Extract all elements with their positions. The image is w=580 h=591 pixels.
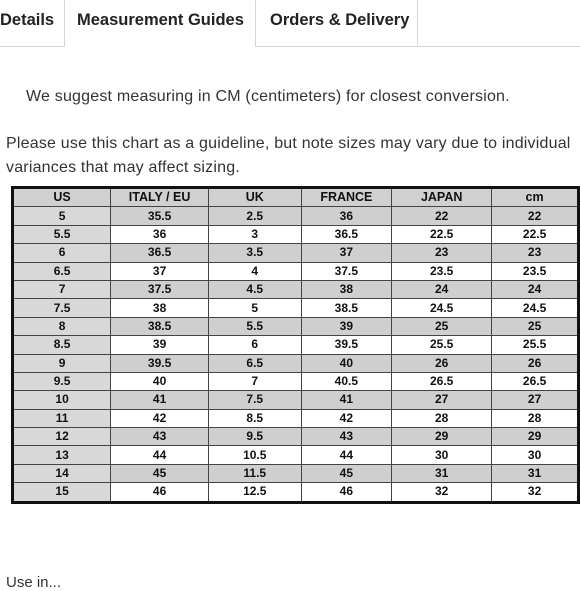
table-row bbox=[13, 299, 579, 317]
cell-italy-eu: 44 bbox=[111, 446, 209, 464]
cell-france: 36 bbox=[301, 207, 392, 225]
cell-us: 5 bbox=[13, 207, 111, 225]
cell-cm: 28 bbox=[492, 409, 579, 427]
table-row bbox=[13, 483, 579, 502]
cell-us: 14 bbox=[13, 464, 111, 482]
cell-japan: 23 bbox=[392, 244, 492, 262]
cell-cm: 24.5 bbox=[492, 299, 579, 317]
table-row bbox=[13, 354, 579, 372]
tab-bar bbox=[0, 0, 580, 47]
table-row bbox=[13, 409, 579, 427]
header-italy-eu: ITALY / EU bbox=[111, 188, 209, 207]
cell-france: 45 bbox=[301, 464, 392, 482]
cell-us: 8 bbox=[13, 317, 111, 335]
cell-uk: 3 bbox=[208, 225, 301, 243]
table-row bbox=[13, 428, 579, 446]
cell-us: 6 bbox=[13, 244, 111, 262]
cell-italy-eu: 45 bbox=[111, 464, 209, 482]
cell-france: 41 bbox=[301, 391, 392, 409]
header-cm: cm bbox=[492, 188, 579, 207]
cell-uk: 3.5 bbox=[208, 244, 301, 262]
cell-us: 13 bbox=[13, 446, 111, 464]
cell-japan: 25.5 bbox=[392, 336, 492, 354]
cell-uk: 5.5 bbox=[208, 317, 301, 335]
cell-japan: 23.5 bbox=[392, 262, 492, 280]
cell-uk: 2.5 bbox=[208, 207, 301, 225]
cell-uk: 6.5 bbox=[208, 354, 301, 372]
tab-measurement-guides[interactable]: Measurement Guides bbox=[65, 0, 256, 47]
cell-cm: 29 bbox=[492, 428, 579, 446]
cell-us: 9 bbox=[13, 354, 111, 372]
header-japan: JAPAN bbox=[392, 188, 492, 207]
table-row bbox=[13, 317, 579, 335]
cell-japan: 26.5 bbox=[392, 372, 492, 390]
cell-france: 36.5 bbox=[301, 225, 392, 243]
size-table-body bbox=[13, 207, 579, 502]
table-row bbox=[13, 464, 579, 482]
cell-italy-eu: 39.5 bbox=[111, 354, 209, 372]
table-row bbox=[13, 446, 579, 464]
cell-uk: 4 bbox=[208, 262, 301, 280]
cell-cm: 30 bbox=[492, 446, 579, 464]
cell-us: 11 bbox=[13, 409, 111, 427]
cell-italy-eu: 41 bbox=[111, 391, 209, 409]
cell-us: 9.5 bbox=[13, 372, 111, 390]
next-section-heading: Use in... bbox=[6, 574, 62, 591]
cell-us: 7 bbox=[13, 280, 111, 298]
table-row bbox=[13, 372, 579, 390]
cell-cm: 23.5 bbox=[492, 262, 579, 280]
cell-uk: 7.5 bbox=[208, 391, 301, 409]
header-france: FRANCE bbox=[301, 188, 392, 207]
cell-italy-eu: 38 bbox=[111, 299, 209, 317]
table-row bbox=[13, 262, 579, 280]
cell-france: 38.5 bbox=[301, 299, 392, 317]
cell-japan: 22.5 bbox=[392, 225, 492, 243]
cell-us: 6.5 bbox=[13, 262, 111, 280]
cell-japan: 28 bbox=[392, 409, 492, 427]
cell-italy-eu: 39 bbox=[111, 336, 209, 354]
cell-us: 7.5 bbox=[13, 299, 111, 317]
cell-cm: 24 bbox=[492, 280, 579, 298]
cell-italy-eu: 37 bbox=[111, 262, 209, 280]
table-row bbox=[13, 207, 579, 225]
header-us: US bbox=[13, 188, 111, 207]
cell-italy-eu: 40 bbox=[111, 372, 209, 390]
cell-us: 10 bbox=[13, 391, 111, 409]
cell-cm: 27 bbox=[492, 391, 579, 409]
size-table-header-row bbox=[13, 188, 579, 207]
cell-japan: 24.5 bbox=[392, 299, 492, 317]
cell-cm: 25 bbox=[492, 317, 579, 335]
cell-uk: 5 bbox=[208, 299, 301, 317]
cell-japan: 25 bbox=[392, 317, 492, 335]
cell-cm: 26.5 bbox=[492, 372, 579, 390]
cell-japan: 29 bbox=[392, 428, 492, 446]
cell-france: 42 bbox=[301, 409, 392, 427]
tab-details[interactable]: Details bbox=[0, 0, 65, 46]
guideline-note: Please use this chart as a guideline, but note sizes may vary due to individual variances that may affect sizing. bbox=[6, 135, 571, 176]
cell-france: 39 bbox=[301, 317, 392, 335]
table-row bbox=[13, 244, 579, 262]
cell-cm: 25.5 bbox=[492, 336, 579, 354]
tab-orders-delivery[interactable]: Orders & Delivery bbox=[256, 0, 418, 46]
cell-japan: 22 bbox=[392, 207, 492, 225]
cell-france: 37.5 bbox=[301, 262, 392, 280]
cell-us: 15 bbox=[13, 483, 111, 502]
cell-france: 44 bbox=[301, 446, 392, 464]
cell-uk: 7 bbox=[208, 372, 301, 390]
cell-france: 46 bbox=[301, 483, 392, 502]
header-uk: UK bbox=[208, 188, 301, 207]
cell-cm: 22.5 bbox=[492, 225, 579, 243]
cell-uk: 4.5 bbox=[208, 280, 301, 298]
cell-cm: 31 bbox=[492, 464, 579, 482]
cell-france: 40.5 bbox=[301, 372, 392, 390]
cell-france: 37 bbox=[301, 244, 392, 262]
cell-japan: 32 bbox=[392, 483, 492, 502]
cell-italy-eu: 36 bbox=[111, 225, 209, 243]
cell-italy-eu: 46 bbox=[111, 483, 209, 502]
cell-cm: 32 bbox=[492, 483, 579, 502]
cell-uk: 6 bbox=[208, 336, 301, 354]
cell-us: 8.5 bbox=[13, 336, 111, 354]
measurement-suggestion: We suggest measuring in CM (centimeters) for closest conversion. bbox=[26, 88, 510, 105]
cell-uk: 9.5 bbox=[208, 428, 301, 446]
size-table-header bbox=[13, 188, 579, 207]
cell-france: 40 bbox=[301, 354, 392, 372]
table-row bbox=[13, 280, 579, 298]
cell-uk: 12.5 bbox=[208, 483, 301, 502]
cell-cm: 23 bbox=[492, 244, 579, 262]
cell-japan: 31 bbox=[392, 464, 492, 482]
cell-italy-eu: 37.5 bbox=[111, 280, 209, 298]
cell-uk: 10.5 bbox=[208, 446, 301, 464]
cell-cm: 26 bbox=[492, 354, 579, 372]
cell-uk: 8.5 bbox=[208, 409, 301, 427]
cell-us: 5.5 bbox=[13, 225, 111, 243]
cell-japan: 26 bbox=[392, 354, 492, 372]
cell-uk: 11.5 bbox=[208, 464, 301, 482]
cell-italy-eu: 36.5 bbox=[111, 244, 209, 262]
cell-italy-eu: 42 bbox=[111, 409, 209, 427]
cell-cm: 22 bbox=[492, 207, 579, 225]
table-row bbox=[13, 336, 579, 354]
table-row bbox=[13, 225, 579, 243]
cell-japan: 24 bbox=[392, 280, 492, 298]
cell-japan: 30 bbox=[392, 446, 492, 464]
cell-france: 38 bbox=[301, 280, 392, 298]
cell-us: 12 bbox=[13, 428, 111, 446]
cell-italy-eu: 38.5 bbox=[111, 317, 209, 335]
cell-italy-eu: 35.5 bbox=[111, 207, 209, 225]
cell-italy-eu: 43 bbox=[111, 428, 209, 446]
table-row bbox=[13, 391, 579, 409]
size-conversion-table bbox=[11, 186, 580, 504]
cell-japan: 27 bbox=[392, 391, 492, 409]
cell-france: 43 bbox=[301, 428, 392, 446]
cell-france: 39.5 bbox=[301, 336, 392, 354]
